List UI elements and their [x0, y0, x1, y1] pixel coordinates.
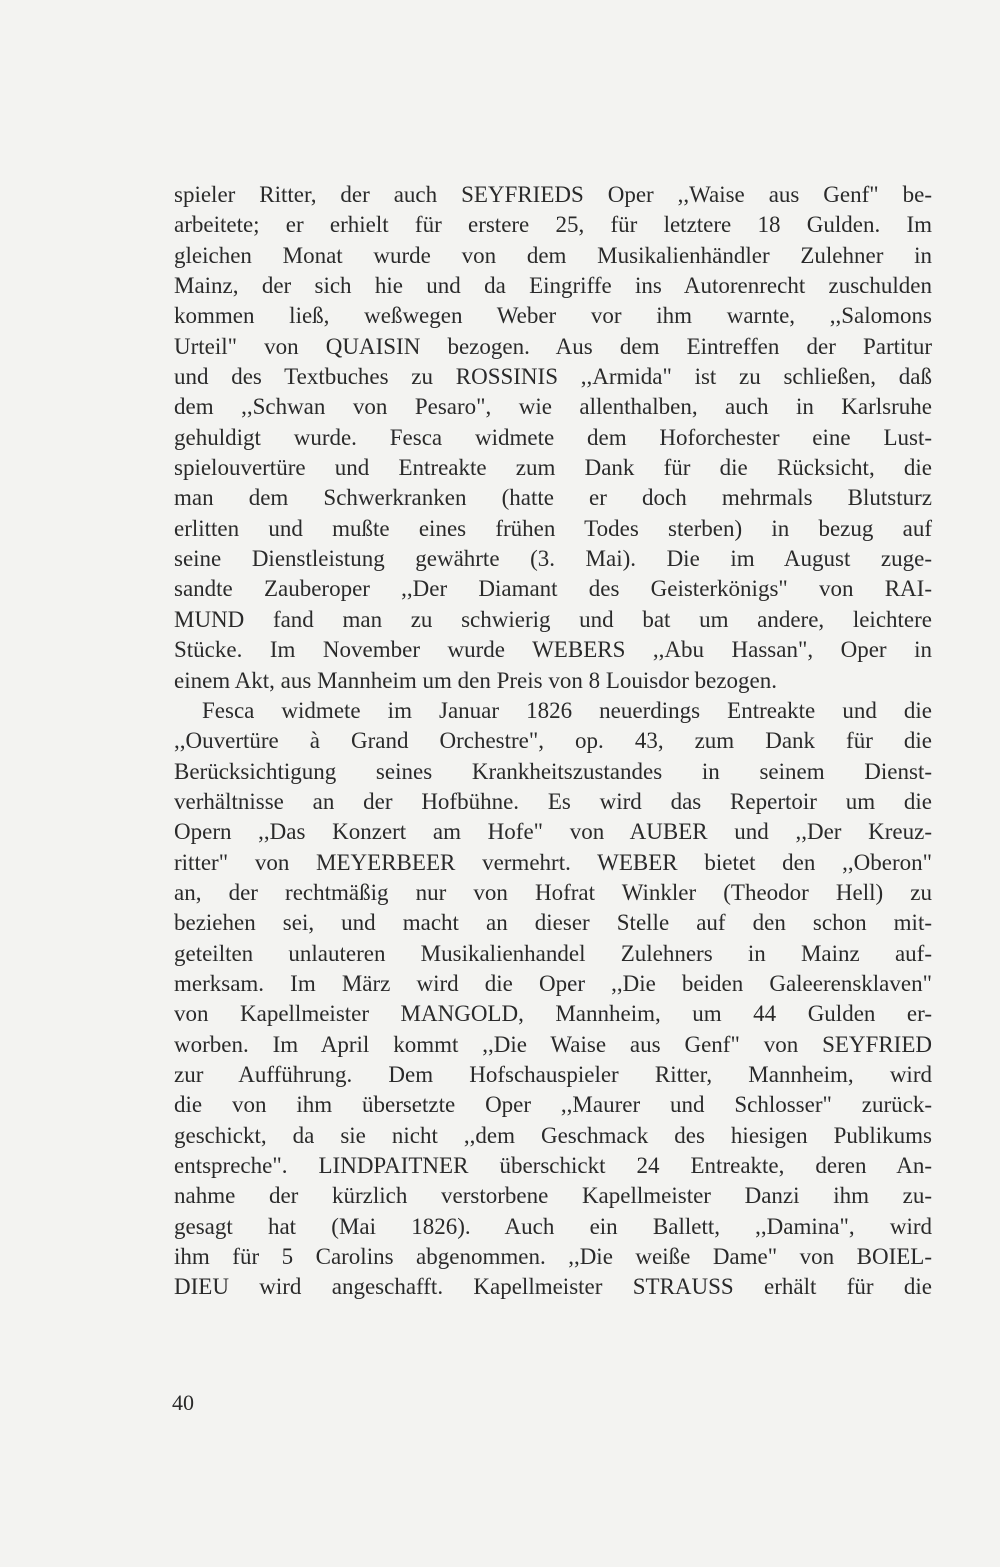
text-line: verhältnisse an der Hofbühne. Es wird das Repertoir um die — [174, 788, 932, 814]
text-line: Opern ,,Das Konzert am Hofe" von AUBER und ,,Der Kreuz- — [174, 819, 932, 845]
text-line: an, der rechtmäßig nur von Hofrat Winkler (Theodor Hell) zu — [174, 879, 932, 905]
text-line: erlitten und mußte eines frühen Todes sterben) in bezug auf — [174, 515, 932, 541]
text-line: von Kapellmeister MANGOLD, Mannheim, um 44 Gulden er- — [174, 1001, 932, 1027]
text-line: geteilten unlauteren Musikalienhandel Zulehners in Mainz auf- — [174, 940, 932, 966]
text-line: ritter" von MEYERBEER vermehrt. WEBER bietet den ,,Oberon" — [174, 849, 932, 875]
text-line: seine Dienstleistung gewährte (3. Mai). Die im August zuge- — [174, 546, 932, 572]
text-line: nahme der kürzlich verstorbene Kapellmeister Danzi ihm zu- — [174, 1183, 932, 1209]
text-line: spieler Ritter, der auch SEYFRIEDS Oper ,,Waise aus Genf" be- — [174, 182, 932, 207]
text-line: die von ihm übersetzte Oper ,,Maurer und Schlosser" zurück- — [174, 1092, 932, 1118]
text-line: ,,Ouvertüre à Grand Orchestre", op. 43, zum Dank für die — [174, 728, 932, 754]
text-line: Fesca widmete im Januar 1826 neuerdings Entreakte und die — [202, 697, 932, 723]
text-line: sandte Zauberoper ,,Der Diamant des Geisterkönigs" von RAI- — [174, 576, 932, 602]
text-line: spielouvertüre und Entreakte zum Dank für die Rücksicht, die — [174, 455, 932, 481]
text-line: MUND fand man zu schwierig und bat um andere, leichtere — [174, 606, 932, 632]
text-line: gesagt hat (Mai 1826). Auch ein Ballett, ,,Damina", wird — [174, 1213, 932, 1239]
text-line: gleichen Monat wurde von dem Musikalienhändler Zulehner in — [174, 242, 932, 268]
text-line: Stücke. Im November wurde WEBERS ,,Abu Hassan", Oper in — [174, 637, 932, 663]
text-line: Urteil" von QUAISIN bezogen. Aus dem Eintreffen der Partitur — [174, 333, 932, 359]
text-line: gehuldigt wurde. Fesca widmete dem Hoforchester eine Lust- — [174, 424, 932, 450]
text-line: man dem Schwerkranken (hatte er doch mehrmals Blutsturz — [174, 485, 932, 511]
text-line: Mainz, der sich hie und da Eingriffe ins Autorenrecht zuschulden — [174, 273, 932, 299]
text-line: kommen ließ, weßwegen Weber vor ihm warnte, ,,Salomons — [174, 303, 932, 329]
text-line: beziehen sei, und macht an dieser Stelle auf den schon mit- — [174, 910, 932, 936]
text-line: und des Textbuches zu ROSSINIS ,,Armida" ist zu schließen, daß — [174, 364, 932, 390]
text-line: DIEU wird angeschafft. Kapellmeister STRAUSS erhält für die — [174, 1274, 932, 1300]
text-line: entspreche". LINDPAITNER überschickt 24 Entreakte, deren An- — [174, 1153, 932, 1178]
body-text — [174, 180, 932, 1303]
text-line: merksam. Im März wird die Oper ,,Die beiden Galeerensklaven" — [174, 970, 932, 996]
text-line: arbeitete; er erhielt für erstere 25, für letztere 18 Gulden. Im — [174, 212, 932, 238]
text-line: ihm für 5 Carolins abgenommen. ,,Die weiße Dame" von BOIEL- — [174, 1244, 932, 1270]
text-line: einem Akt, aus Mannheim um den Preis von 8 Louisdor bezogen. — [174, 667, 778, 693]
text-line: worben. Im April kommt ,,Die Waise aus Genf" von SEYFRIED — [174, 1031, 932, 1057]
text-line: Berücksichtigung seines Krankheitszustandes in seinem Dienst- — [174, 758, 932, 784]
text-line: dem ,,Schwan von Pesaro", wie allenthalben, auch in Karlsruhe — [174, 394, 932, 420]
text-line: geschickt, da sie nicht ,,dem Geschmack des hiesigen Publikums — [174, 1122, 932, 1148]
text-line: zur Aufführung. Dem Hofschauspieler Ritter, Mannheim, wird — [174, 1061, 932, 1087]
page-number: 40 — [172, 1390, 194, 1415]
